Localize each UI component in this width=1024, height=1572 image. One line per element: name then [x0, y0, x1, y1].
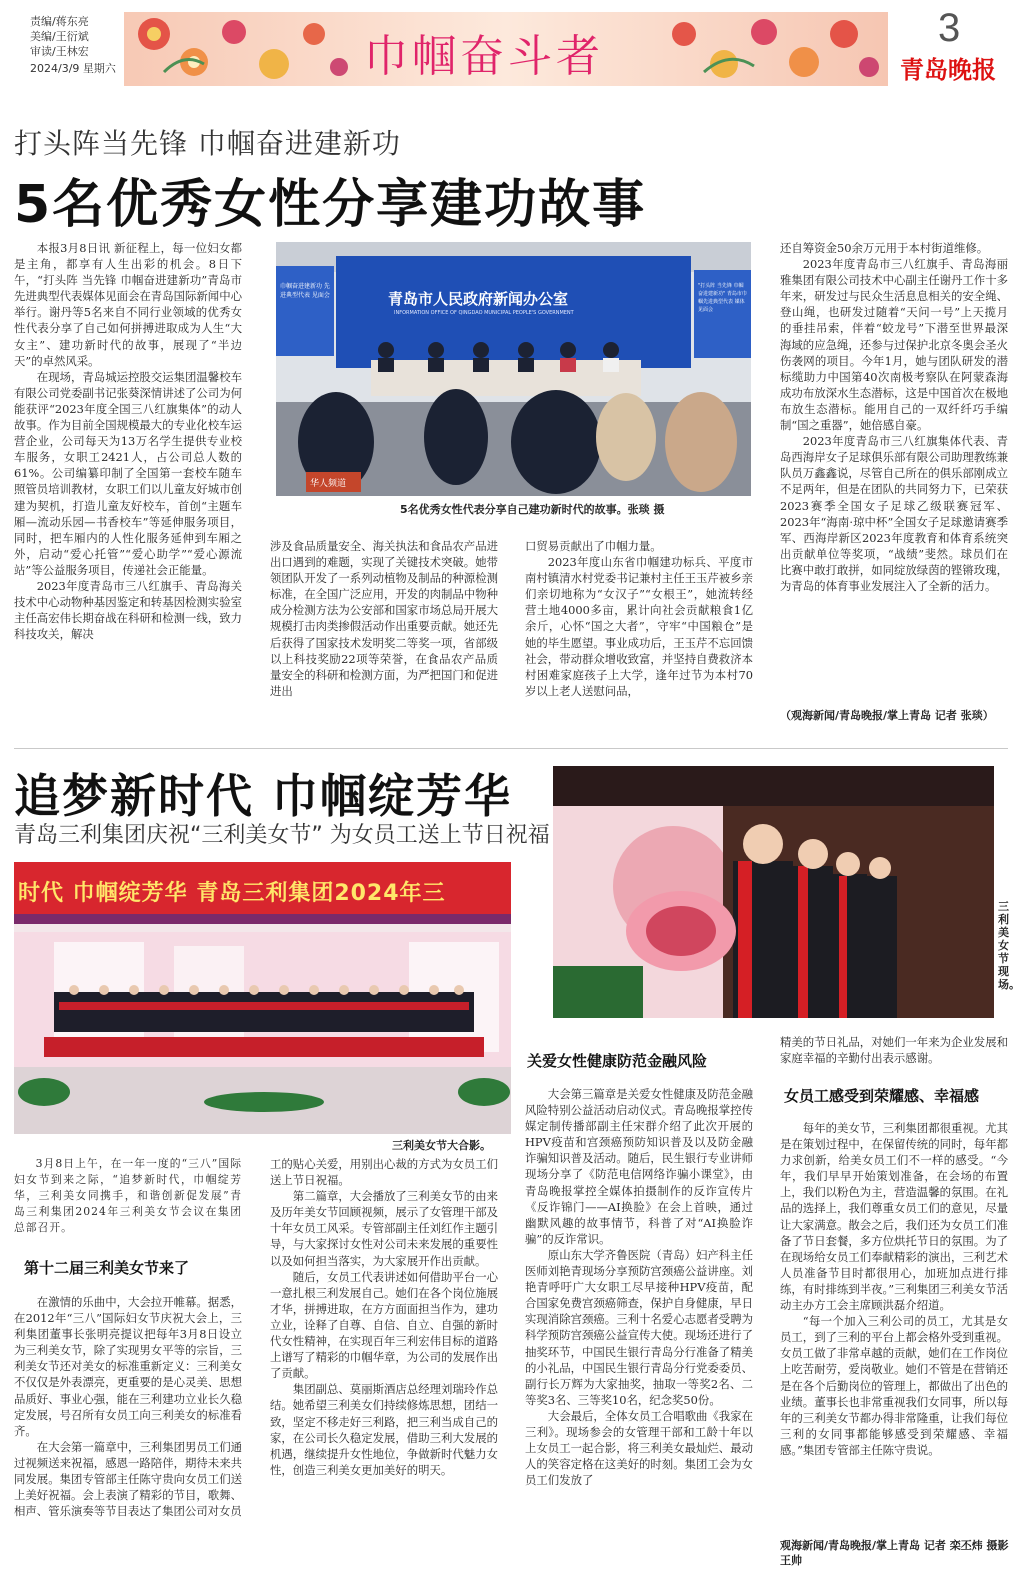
stage-photo — [553, 766, 994, 1018]
designer-credit: 美编/王衍斌 — [30, 30, 89, 43]
story1-paragraph: 本报3月8日讯 新征程上，每一位妇女都是主角，都享有人生出彩的机会。8日下午，“打头阵 当先锋 巾帼奋进建新功”青岛市先进典型代表媒体见面会在青岛国际新闻中心举行。谢丹等5名来自不同行业领域的优秀女性代表分享了自己如何拼搏进取成为人生“大女主”、建功新时代的故事，展现了“半边天”的卓然风采。 — [14, 241, 242, 368]
press-conference-photo — [276, 242, 751, 496]
story2-paragraph: 原山东大学齐鲁医院（青岛）妇产科主任医师刘艳青现场分享预防宫颈癌公益讲座。刘艳青呼吁广大女职工尽早接种HPV疫苗，配合国家免费宫颈癌筛查，保护自身健康，早日实现消除宫颈癌。三利十名爱心志愿者受聘为科学预防宫颈癌公益宣传大使。现场还进行了抽奖环节，中国民生银行青岛分行准备了精美的小礼品，中国民生银行青岛分行党委委员、副行长万辉为大家抽奖，抽取一等奖2名、二等奖3名、三等奖10名，纪念奖50份。 — [525, 1247, 753, 1407]
masthead-credits — [30, 14, 116, 76]
story1-paragraph: 还自筹资金50余万元用于本村街道维修。 — [780, 241, 989, 255]
story1-paragraph: 2023年度青岛市三八红旗手、青岛海关技术中心动物种基因鉴定和转基因检测实验室主任高宏伟长期奋战在科研和检测一线，致力科技攻关，解决 — [14, 578, 242, 642]
story2-paragraph: 大会最后，全体女员工合唱歌曲《我家在三利》。现场参会的女管理干部和工龄十年以上女员工一起合影，将三利美女最灿烂、最动人的笑容定格在这美好的时刻。集团工会为女员工们发放了 — [525, 1408, 753, 1488]
story1-kicker: 打头阵当先锋 巾帼奋进建新功 — [14, 127, 401, 160]
story2-column-d — [780, 1120, 1008, 1536]
section-heading-1: 第十二届三利美女节来了 — [24, 1259, 190, 1277]
story2-column-d-top — [780, 1034, 1008, 1068]
story2-column-a — [14, 1294, 242, 1570]
editor-credit: 责编/蒋东亮 — [30, 15, 89, 28]
group-photo — [14, 862, 511, 1134]
group-photo-caption: 三利美女节大合影。 — [392, 1139, 491, 1152]
press-conference-image — [276, 242, 751, 496]
story2-paragraph: 第二篇章，大会播放了三利美女节的由来及历年美女节回顾视频，展示了女管理干部及十年女员工风采。专管部副主任刘红作主题引导，与大家探讨女性对公司未来发展的重要性以及如何担当落实，为大家展开作出贡献。 — [270, 1189, 498, 1268]
story2-intro — [14, 1156, 242, 1240]
story2-paragraph: 在激情的乐曲中，大会拉开帷幕。据悉，在2012年“三八”国际妇女节庆祝大会上，三利集团董事长张明亮提议把每年3月8日设立为三利美女节，除了实现男女平等的宗旨，三利美女节还对美女的标准重新定义：三利美女不仅仅是外表漂亮，更重要的是心灵美、思想品质好、事业心强，能在三利建功立业长久稳定发展，号召所有女员工向三利美女的标准看齐。 — [14, 1295, 242, 1438]
story1-headline: 5名优秀女性分享建功故事 — [14, 175, 647, 235]
story1-paragraph: 涉及食品质量安全、海关执法和食品农产品进出口遇到的难题，实现了关键技术突破。她带领团队开发了一系列动植物及制品的种源检测标准，在全国广泛应用，开发的肉制品中物种成分检测方法为公安部和国家市场总局开展大规模打击肉类掺假活动作出重要贡献。她还先后获得了国家技术发明奖二等奖一项，省部级以上科技奖励22项等荣誉，在食品农产品质量安全的科研和检测方面，为严把国门和促进进出 — [270, 539, 498, 698]
issue-date: 2024/3/9 星期六 — [30, 62, 116, 75]
story2-intro-text: 3月8日上午，在一年一度的“三八”国际妇女节到来之际，“追梦新时代，巾帼绽芳华，三利美女同携手，和谐创新促发展”青岛三利集团2024年三利美女节会议在集团总部召开。 — [14, 1157, 242, 1234]
backdrop-subtitle: INFORMATION OFFICE OF QINGDAO MUNICIPAL PEOPLE'S GOVERNMENT — [394, 310, 574, 316]
story2-byline: 观海新闻/青岛晚报/掌上青岛 记者 栾丕炜 摄影 王帅 — [780, 1539, 1009, 1567]
story2-headline: 追梦新时代 巾帼绽芳华 — [14, 769, 513, 823]
group-photo-banner: 时代 巾帼绽芳华 青岛三利集团2024年三 — [18, 881, 446, 906]
section-title: 巾帼奋斗者 — [364, 31, 604, 82]
reviewer-credit: 审读/王林宏 — [30, 45, 89, 58]
story2-paragraph: 大会第三篇章是关爱女性健康及防范金融风险特别公益活动启动仪式。青岛晚报掌控传媒定制传播部副主任宋群介绍了此次开展的HPV疫苗和宫颈癌预防知识普及以及防金融诈骗知识普及活动。随后，民生银行专业讲师现场分享了《防范电信网络诈骗小课堂》，由青岛晚报掌控全媒体拍摄制作的反诈宣传片《反诈锦门——AI换脸》在会上首映，通过幽默风趣的故事情节，科普了对“AI换脸诈骗”的反诈常识。 — [525, 1087, 753, 1246]
backdrop-title: 青岛市人民政府新闻办公室 — [388, 290, 569, 308]
story1-column-2 — [270, 538, 498, 724]
backdrop-right-panel: "打头阵 当先锋 巾帼奋进建新功" 青岛市巾帼先进典型代表 媒体见面会 — [698, 283, 747, 313]
page-number: 3 — [938, 6, 961, 50]
story1-byline: （观海新闻/青岛晚报/掌上青岛 记者 张琰） — [780, 709, 994, 722]
story2-paragraph: 集团副总、莫丽斯酒店总经理刘瑞玲作总结。她希望三利美女们持续修炼思想，团结一致，坚定不移走好三利路，把三利当成自己的家，在公司长久稳定发展，借助三利大发展的机遇，继续提升女性地位，争做新时代魅力女性，创造三利美女更加美好的明天。 — [270, 1382, 498, 1477]
story1-column-3 — [525, 538, 753, 724]
stage-photo-caption: 三利美女节现场。 — [998, 900, 1020, 991]
newspaper-logo: 青岛晚报 — [900, 55, 996, 84]
story-divider — [14, 748, 1008, 749]
story2-paragraph: 精美的节日礼品，对她们一年来为企业发展和家庭幸福的辛勤付出表示感谢。 — [780, 1035, 1008, 1066]
story1-paragraph: 2023年度青岛市三八红旗手、青岛海丽雅集团有限公司技术中心副主任谢丹工作十多年来，研发过与民众生活息息相关的安全绳、登山绳，也研发过随着“天问一号”上天揽月的垂挂吊索，伴着“蛟龙号”下潜至世界最深海域的应急绳，还参与过保护北京冬奥会圣火伤袭网的项目。今年1月，她与团队研发的潜标缆助力中国第40次南极考察队在阿蒙森海成功布放深水生态潜标，这是中国首次在极地布放生态潜标。能用自己的一双纤纤巧手编制“国之重器”，她倍感自豪。 — [780, 257, 1008, 433]
section-heading-3: 女员工感受到荣耀感、幸福感 — [784, 1087, 980, 1105]
story1-column-4 — [780, 240, 1008, 710]
stage-photo-image — [553, 766, 994, 1018]
story1-photo-caption: 5名优秀女性代表分享自己建功新时代的故事。张琰 摄 — [400, 503, 665, 516]
story2-paragraph: 随后，女员工代表讲述如何借助平台一心一意扎根三利发展自己。她们在各个岗位施展才华，拼搏进取，在方方面面担当作为，建功立业，诠释了自尊、自信、自立、自强的新时代女性精神，在实现百年三利宏伟目标的道路上谱写了精彩的巾帼华章，为公司的发展作出了贡献。 — [270, 1269, 498, 1381]
story1-paragraph: 口贸易贡献出了巾帼力量。 — [525, 539, 662, 553]
story1-paragraph: 2023年度青岛市三八红旗集体代表、青岛西海岸女子足球俱乐部有限公司助理教练兼队员万鑫鑫说，尽管自己所在的俱乐部刚成立不足两年，但是在团队的共同努力下，已荣获2023赛季全国女子足球乙级联赛冠军、2023年“海南·琼中杯”全国女子足球邀请赛季军、西海岸新区2023年度教育和体育系统突出贡献单位等奖项，“战绩”斐然。球员们在比赛中敢打敢拼，如同绽放绿茵的铿锵玫瑰，为青岛的体育事业发展注入了全新的活力。 — [780, 434, 1008, 593]
story2-paragraph: 工的贴心关爱，用别出心裁的方式为女员工们送上节日祝福。 — [270, 1157, 498, 1188]
section-banner — [124, 12, 888, 86]
story1-paragraph: 2023年度山东省巾帼建功标兵、平度市南村镇清水村党委书记兼村主任王玉芹被乡亲们亲切地称为“女汉子”“女根王”，她流转经营土地4000多亩，累计向社会贡献粮食1亿余斤，心怀“国之大者”，守牢“中国粮仓”是她的毕生愿望。事业成功后，王玉芹不忘回馈社会，带动群众增收致富，并坚持自费救济本村困难家庭孩子上大学，逢年过节为本村70岁以上老人送慰问品， — [525, 555, 753, 698]
story2-subhead: 青岛三利集团庆祝“三利美女节” 为女员工送上节日祝福 — [14, 823, 550, 848]
story2-column-c — [525, 1086, 753, 1570]
story1-paragraph: 在现场，青岛城运控股交运集团温馨校车有限公司党委副书记张葵深情讲述了公司为何能获评“2023年度全国三八红旗集体”的动人故事。作为目前全国规模最大的专业化校车运营企业，公司每天为13万名学生提供专业校车服务，女职工2421人，占公司总人数的61%。公司编纂印制了全国第一套校车随车照管员培训教材，女职工们以儿童友好城市创建为契机，打造儿童友好校车，首创“主题车厢—流动乐园—书香校车”等延伸服务项目，同时，把车厢内的人性化服务延伸到车厢之外，启动“爱心托管”“爱心助学”“爱心源流站”等公益服务项目，传递社会正能量。 — [14, 369, 242, 577]
story1-column-1 — [14, 240, 242, 724]
section-heading-2: 关爱女性健康防范金融风险 — [527, 1052, 708, 1070]
story2-column-b — [270, 1156, 498, 1570]
story2-paragraph: 每年的美女节，三利集团都很重视。尤其是在策划过程中，在保留传统的同时，每年都力求创新，给美女员工们不一样的感受。“今年，我们早早开始策划准备，在会场的布置上，我们以粉色为主，营造温馨的氛围。在礼品的选择上，我们尊重女员工们的意见，尽量让大家满意。散会之后，我们还为女员工们准备了节日套餐，多方位烘托节日的氛围。为了在现场给女员工们奉献精彩的演出，三利艺术人员准备节目时都很用心，加班加点进行排练，有时排练到半夜。”三利集团三利美女节活动主办方工会主席顾洪磊介绍道。 — [780, 1121, 1008, 1313]
table-sign: 华人频道 — [310, 479, 347, 489]
story2-paragraph: 在大会第一篇章中，三利集团男员工们通过视频送来祝福，感恩一路陪伴，期待未来共同发展。集团专管部主任陈守贵向女员工们送上美好祝福。会上表演了精彩的节目，歌舞、相声、管乐演奏等节目表达了集团公司对女员 — [14, 1439, 242, 1519]
story2-paragraph: “每一个加入三利公司的员工，尤其是女员工，到了三利的平台上都会格外受到重视。女员工做了非常卓越的贡献，她们在工作岗位上吃苦耐劳，爱岗敬业。她们不管是在营销还是在各个后勤岗位的管理上，都做出了出色的业绩。董事长也非常重视我们女同事，所以每年的三利美女节都办得非常隆重，让我们每位三利的女同事都能够感受到荣耀感、幸福感。”集团专管部主任陈守贵说。 — [780, 1314, 1008, 1457]
backdrop-left-panel: 巾帼奋进建新功 先进典型代表 见面会 — [280, 283, 330, 299]
